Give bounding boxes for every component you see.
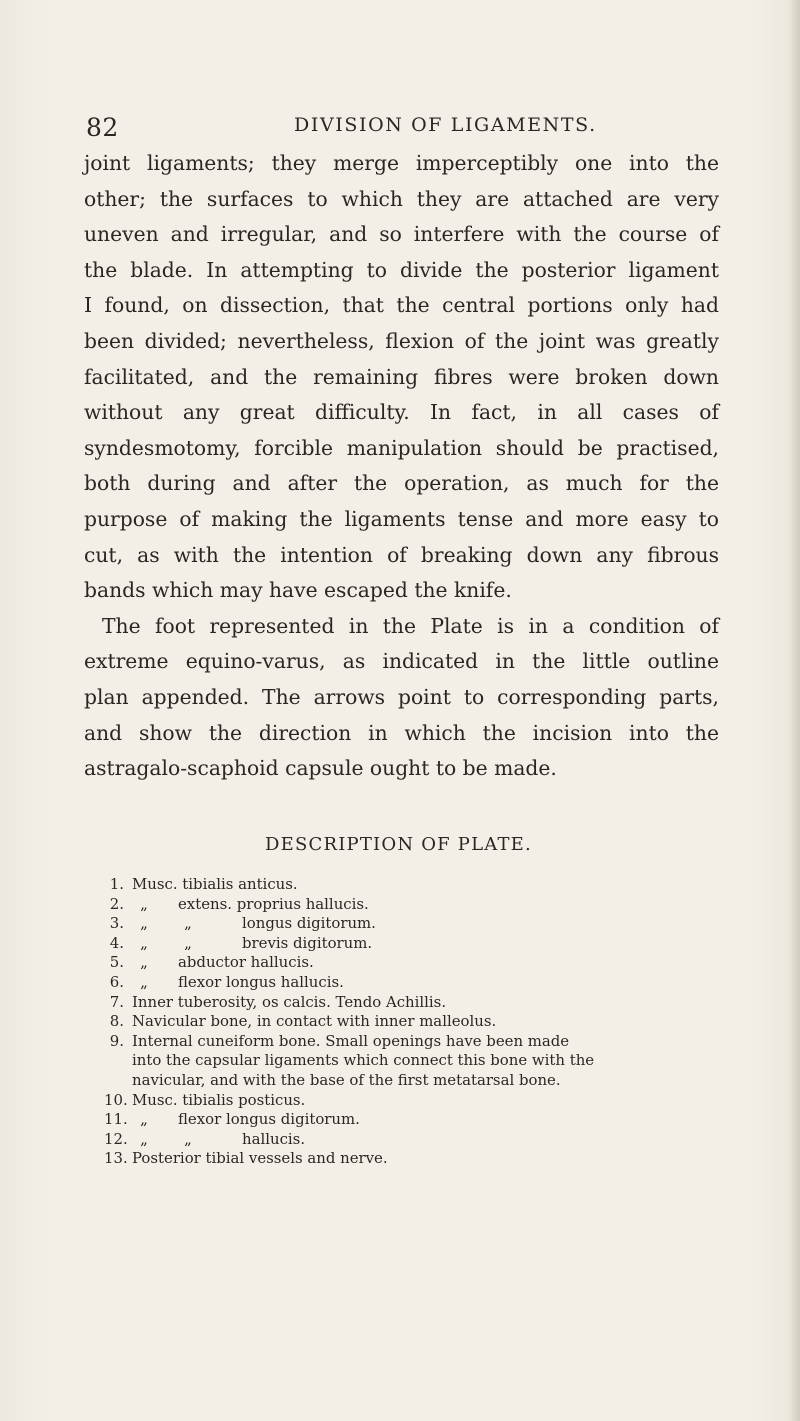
body-line: the blade. In attempting to divide the posterior ligament [84,257,719,282]
entry-text: brevis digitorum. [242,933,373,952]
ditto-mark: „ [140,914,148,933]
body-line: facilitated, and the remaining fibres were broken down [84,364,719,389]
body-line: astragalo-scaphoid capsule ought to be made. [84,756,557,781]
ditto-mark: „ [184,933,192,952]
entry-number: 5. [109,953,124,972]
ditto-mark: „ [184,1129,192,1148]
ditto-mark: „ [184,914,192,933]
body-line: I found, on dissection, that the central portions only had [84,293,719,318]
plate-entry [104,1149,724,1169]
ditto-mark: „ [140,972,148,991]
body-line: The foot represented in the Plate is in a condition of [102,613,719,638]
body-line: cut, as with the intention of breaking down any fibrous [84,542,719,567]
plate-entry [104,993,724,1013]
plate-entry [104,1091,724,1111]
body-line: uneven and irregular, and so interfere with the course of [84,222,719,247]
ditto-mark: „ [140,933,148,952]
plate-entry [104,1110,724,1130]
page-number: 82 [86,113,119,142]
entry-continuation: navicular, and with the base of the first metatarsal bone. [132,1070,561,1089]
plate-entry [104,1032,724,1091]
entry-number: 11. [104,1110,128,1129]
plate-entry [104,875,724,895]
entry-number: 3. [109,914,124,933]
ditto-mark: „ [140,1110,148,1129]
body-text [84,146,719,787]
body-line: purpose of making the ligaments tense and more easy to [84,506,719,531]
entry-text: Musc. tibialis posticus. [132,1090,306,1109]
ditto-mark: „ [140,953,148,972]
entry-text: extens. proprius hallucis. [178,894,369,913]
entry-text: Navicular bone, in contact with inner malleolus. [132,1012,497,1031]
body-line: joint ligaments; they merge imperceptibly one into the [84,151,719,175]
ditto-mark: „ [140,894,148,913]
entry-text: Musc. tibialis anticus. [132,875,298,893]
entry-continuation: into the capsular ligaments which connect this bone with the [132,1051,595,1070]
plate-description-heading: DESCRIPTION OF PLATE. [265,834,532,855]
entry-number: 13. [104,1149,128,1168]
ditto-mark: „ [140,1129,148,1148]
entry-number: 2. [109,894,124,913]
entry-text: Internal cuneiform bone. Small openings have been made [132,1031,570,1050]
entry-number: 4. [109,933,124,952]
body-line: been divided; nevertheless, flexion of the joint was greatly [84,328,719,353]
body-line: other; the surfaces to which they are attached are very [84,186,719,211]
entry-number: 12. [104,1129,128,1148]
entry-number: 1. [109,875,124,893]
plate-entry [104,1130,724,1150]
body-line: both during and after the operation, as much for the [84,471,719,496]
entry-number: 6. [109,972,124,991]
body-line: extreme equino-varus, as indicated in the little outline [84,649,719,674]
entry-number: 7. [109,992,124,1011]
page-edge-shadow [788,0,800,1421]
entry-text: abductor hallucis. [178,953,314,972]
body-line: and show the direction in which the incision into the [84,720,719,745]
entry-text: flexor longus digitorum. [178,1110,360,1129]
entry-number: 9. [109,1031,124,1050]
entry-text: Posterior tibial vessels and nerve. [132,1149,388,1168]
plate-entry [104,934,724,954]
plate-entry [104,1012,724,1032]
plate-entry [104,895,724,915]
running-title: DIVISION OF LIGAMENTS. [294,114,597,136]
entry-number: 10. [104,1090,128,1109]
entry-text: longus digitorum. [242,914,376,933]
body-line: syndesmotomy, forcible manipulation should be practised, [84,435,719,460]
plate-entry [104,914,724,934]
body-line: plan appended. The arrows point to corresponding parts, [84,684,719,709]
plate-entry [104,973,724,993]
plate-description-list [104,875,724,1169]
plate-entry [104,953,724,973]
body-line: bands which may have escaped the knife. [84,578,512,603]
entry-number: 8. [109,1012,124,1031]
running-head [86,113,714,143]
entry-text: Inner tuberosity, os calcis. Tendo Achillis. [132,992,447,1011]
body-line: without any great difficulty. In fact, in all cases of [84,400,719,425]
entry-text: flexor longus hallucis. [178,972,344,991]
entry-text: hallucis. [242,1129,306,1148]
